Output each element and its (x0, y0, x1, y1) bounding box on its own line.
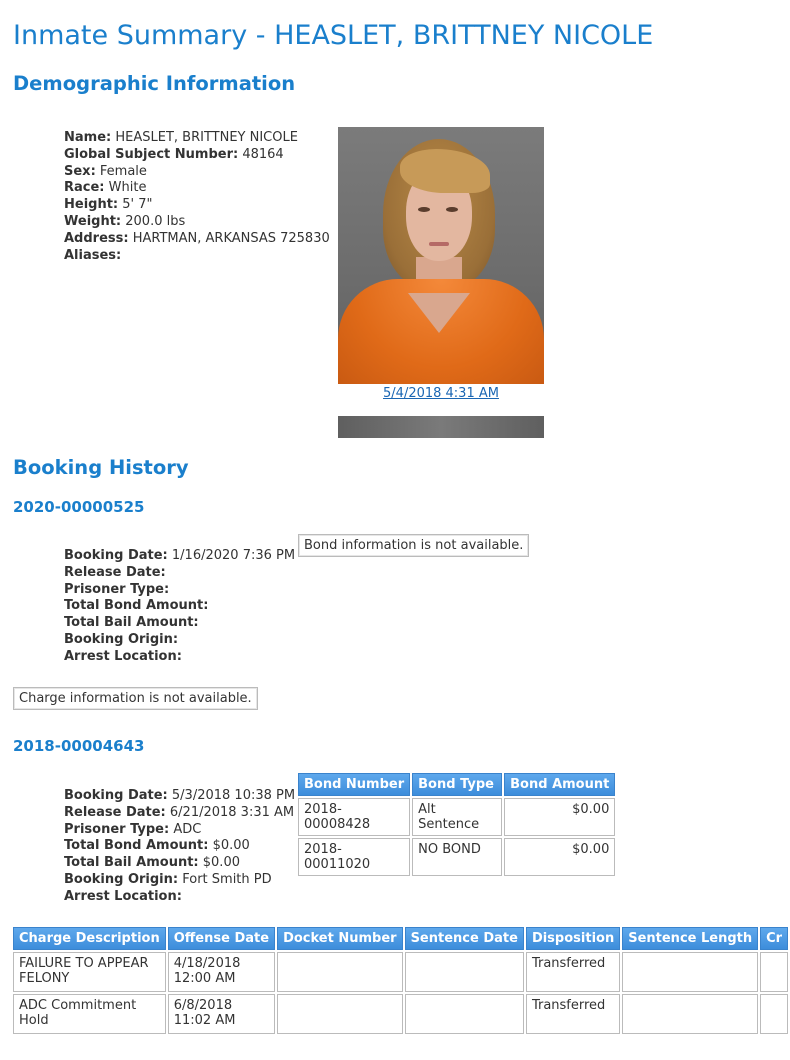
photo-thumbnail-strip[interactable] (338, 416, 544, 438)
booking-origin-row (64, 872, 295, 889)
total-bail-label: Total Bail Amount: (64, 615, 199, 631)
sentence-length-header: Sentence Length (622, 927, 758, 950)
release-date-label: Release Date: (64, 804, 166, 820)
page-title: Inmate Summary - HEASLET, BRITTNEY NICOLE (13, 20, 654, 51)
aliases-row (64, 248, 330, 265)
docket-number-header: Docket Number (277, 927, 403, 950)
demographic-heading: Demographic Information (13, 72, 296, 95)
photo-date-link[interactable]: 5/4/2018 4:31 AM (383, 386, 499, 401)
global-subject-number-row (64, 147, 330, 164)
global-subject-number-label: Global Subject Number: (64, 146, 239, 162)
mugshot-photo[interactable] (338, 127, 544, 384)
booking-number: 2018-00004643 (13, 737, 145, 755)
release-date-row (64, 565, 295, 582)
booking-number: 2020-00000525 (13, 498, 145, 516)
bond-amount-cell: $0.00 (504, 798, 615, 836)
disposition-cell: Transferred (526, 994, 620, 1034)
sentence-length-cell (622, 994, 758, 1034)
credit-cell (760, 952, 788, 992)
booking-origin-value: Fort Smith PD (182, 871, 272, 887)
booking-date-value: 1/16/2020 7:36 PM (171, 548, 296, 563)
bond-number-cell: 2018-00008428 (298, 798, 410, 836)
docket-number-cell (277, 994, 403, 1034)
sex-value: Female (99, 163, 147, 179)
booking-origin-label: Booking Origin: (64, 631, 179, 647)
charge-table-header (13, 927, 788, 950)
prisoner-type-label: Prisoner Type: (64, 821, 170, 837)
booking-date-label: Booking Date: (64, 788, 168, 803)
charge-description-cell: ADC Commitment Hold (13, 994, 166, 1034)
prisoner-type-row (64, 582, 295, 599)
offense-date-header: Offense Date (168, 927, 275, 950)
disposition-header: Disposition (526, 927, 620, 950)
name-value: HEASLET, BRITTNEY NICOLE (115, 130, 298, 145)
prisoner-type-label: Prisoner Type: (64, 581, 170, 597)
weight-row (64, 214, 330, 231)
weight-value: 200.0 lbs (125, 213, 186, 229)
total-bond-label: Total Bond Amount: (64, 838, 209, 854)
bond-table-header (298, 773, 615, 796)
name-label: Name: (64, 130, 112, 145)
booking-date-label: Booking Date: (64, 548, 168, 563)
table-row (13, 952, 788, 992)
bond-type-header: Bond Type (412, 773, 502, 796)
address-row (64, 231, 330, 248)
mugshot-panel (338, 127, 544, 401)
bond-number-header: Bond Number (298, 773, 410, 796)
sex-row (64, 164, 330, 181)
bond-info-notice: Bond information is not available. (298, 534, 529, 557)
table-row (298, 798, 615, 836)
booking-info (64, 548, 295, 666)
offense-date-cell: 4/18/2018 12:00 AM (168, 952, 275, 992)
total-bail-value: $0.00 (202, 855, 240, 871)
booking-history-heading: Booking History (13, 456, 189, 479)
charge-table-viewport (11, 925, 783, 1060)
booking-date-value: 5/3/2018 10:38 PM (171, 788, 296, 803)
table-row (13, 994, 788, 1034)
height-row (64, 197, 330, 214)
charge-description-cell: FAILURE TO APPEAR FELONY (13, 952, 166, 992)
release-date-label: Release Date: (64, 564, 166, 580)
address-label: Address: (64, 230, 129, 246)
booking-info (64, 788, 295, 906)
prisoner-type-row (64, 822, 295, 839)
arrest-location-label: Arrest Location: (64, 648, 182, 664)
total-bond-row (64, 598, 295, 615)
bond-table (296, 771, 617, 878)
sentence-date-cell (405, 952, 524, 992)
release-date-row (64, 805, 295, 822)
sentence-date-header: Sentence Date (405, 927, 524, 950)
docket-number-cell (277, 952, 403, 992)
booking-origin-row (64, 632, 295, 649)
charge-info-notice: Charge information is not available. (13, 687, 258, 710)
race-value: White (108, 180, 147, 196)
arrest-location-row (64, 889, 295, 906)
charge-table (11, 925, 790, 1036)
total-bail-row (64, 855, 295, 872)
prisoner-type-value: ADC (173, 821, 202, 837)
booking-origin-label: Booking Origin: (64, 871, 179, 887)
offense-date-cell: 6/8/2018 11:02 AM (168, 994, 275, 1034)
credit-header: Cr (760, 927, 788, 950)
total-bond-value: $0.00 (212, 838, 250, 854)
bond-number-cell: 2018-00011020 (298, 838, 410, 876)
race-row (64, 180, 330, 197)
charge-description-header: Charge Description (13, 927, 166, 950)
sentence-length-cell (622, 952, 758, 992)
arrest-location-label: Arrest Location: (64, 888, 182, 904)
height-value: 5' 7" (122, 197, 153, 213)
release-date-value: 6/21/2018 3:31 AM (169, 804, 295, 820)
booking-date-row (64, 548, 295, 565)
address-value: HARTMAN, ARKANSAS 725830 (132, 230, 330, 246)
total-bail-row (64, 615, 295, 632)
weight-label: Weight: (64, 213, 122, 229)
bond-amount-cell: $0.00 (504, 838, 615, 876)
aliases-label: Aliases: (64, 247, 122, 263)
arrest-location-row (64, 649, 295, 666)
total-bond-row (64, 838, 295, 855)
name-row (64, 130, 330, 147)
total-bail-label: Total Bail Amount: (64, 855, 199, 871)
booking-date-row (64, 788, 295, 805)
global-subject-number-value: 48164 (242, 146, 284, 162)
credit-cell (760, 994, 788, 1034)
bond-amount-header: Bond Amount (504, 773, 615, 796)
bond-type-cell: Alt Sentence (412, 798, 502, 836)
total-bond-label: Total Bond Amount: (64, 598, 209, 614)
demographic-info (64, 130, 330, 264)
bond-type-cell: NO BOND (412, 838, 502, 876)
sex-label: Sex: (64, 163, 96, 179)
race-label: Race: (64, 180, 105, 196)
disposition-cell: Transferred (526, 952, 620, 992)
height-label: Height: (64, 197, 119, 213)
table-row (298, 838, 615, 876)
sentence-date-cell (405, 994, 524, 1034)
